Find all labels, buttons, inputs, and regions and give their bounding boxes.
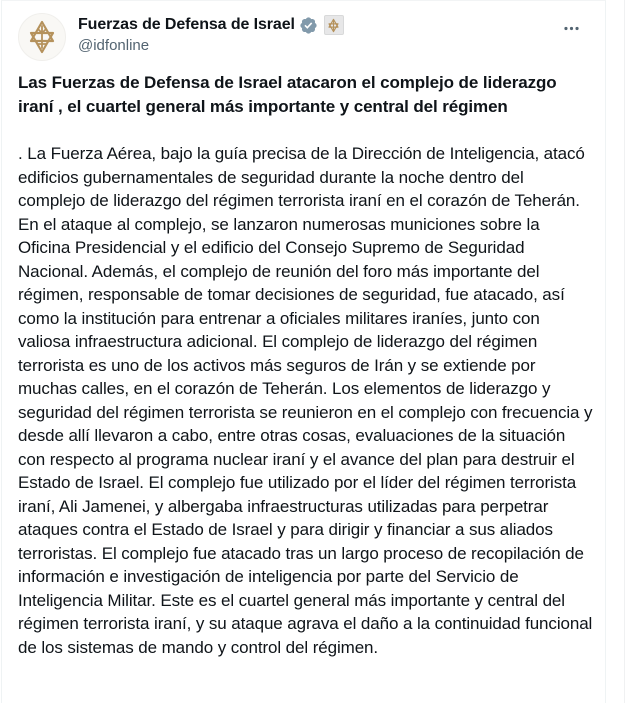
tweet-headline: Las Fuerzas de Defensa de Israel atacaron el complejo de liderazgo iraní , el cuartel general más importante y central del régimen bbox=[18, 73, 557, 116]
idf-emblem-icon bbox=[26, 19, 58, 55]
verified-badge-icon bbox=[299, 16, 318, 35]
tweet-card bbox=[1, 0, 606, 703]
tweet-header bbox=[18, 13, 589, 61]
tweet-text bbox=[18, 71, 593, 659]
affiliate-badge[interactable] bbox=[324, 15, 344, 35]
scroll-area-edge bbox=[624, 0, 625, 703]
author-name-row bbox=[78, 15, 558, 35]
author-name[interactable]: Fuerzas de Defensa de Israel bbox=[78, 16, 295, 33]
affiliate-idf-emblem-icon bbox=[327, 18, 340, 33]
author-handle[interactable]: @idfonline bbox=[78, 37, 150, 54]
author-block bbox=[78, 13, 558, 56]
more-menu-button[interactable] bbox=[558, 15, 585, 42]
more-dots-icon bbox=[562, 19, 581, 38]
avatar[interactable] bbox=[18, 13, 66, 61]
tweet-body: . La Fuerza Aérea, bajo la guía precisa de la Dirección de Inteligencia, atacó edificios gubernamentales de seguridad durante la noche dentro del complejo de liderazgo del régimen terrorista iraní en el corazón de Teherán. En el ataque al complejo, se lanzaron numerosas municiones sobre la Oficina Presidencial y el edificio del Consejo Supremo de Seguridad Nacional. Además, el complejo de reunión del foro más importante del régimen, responsable de tomar decisiones de seguridad, fue atacado, así como la institución para entrenar a oficiales militares iraníes, junto con valiosa infraestructura adicional. El complejo de liderazgo del régimen terrorista es uno de los activos más seguros de Irán y se extiende por muchas calles, en el corazón de Teherán. Los elementos de liderazgo y seguridad del régimen terrorista se reunieron en el complejo con frecuencia y desde allí llevaron a cabo, entre otras cosas, evaluaciones de la situación con respecto al programa nuclear iraní y el avance del plan para destruir el Estado de Israel. El complejo fue utilizado por el líder del régimen terrorista iraní, Ali Jamenei, y albergaba infraestructuras utilizadas para perpetrar ataques contra el Estado de Israel y para dirigir y financiar a sus aliados terroristas. El complejo fue atacado tras un largo proceso de recopilación de información e investigación de inteligencia por parte del Servicio de Inteligencia Militar. Este es el cuartel general más importante y central del régimen terrorista iraní, y su ataque agrava el daño a la continuidad funcional de los sistemas de mando y control del régimen. bbox=[18, 144, 593, 657]
